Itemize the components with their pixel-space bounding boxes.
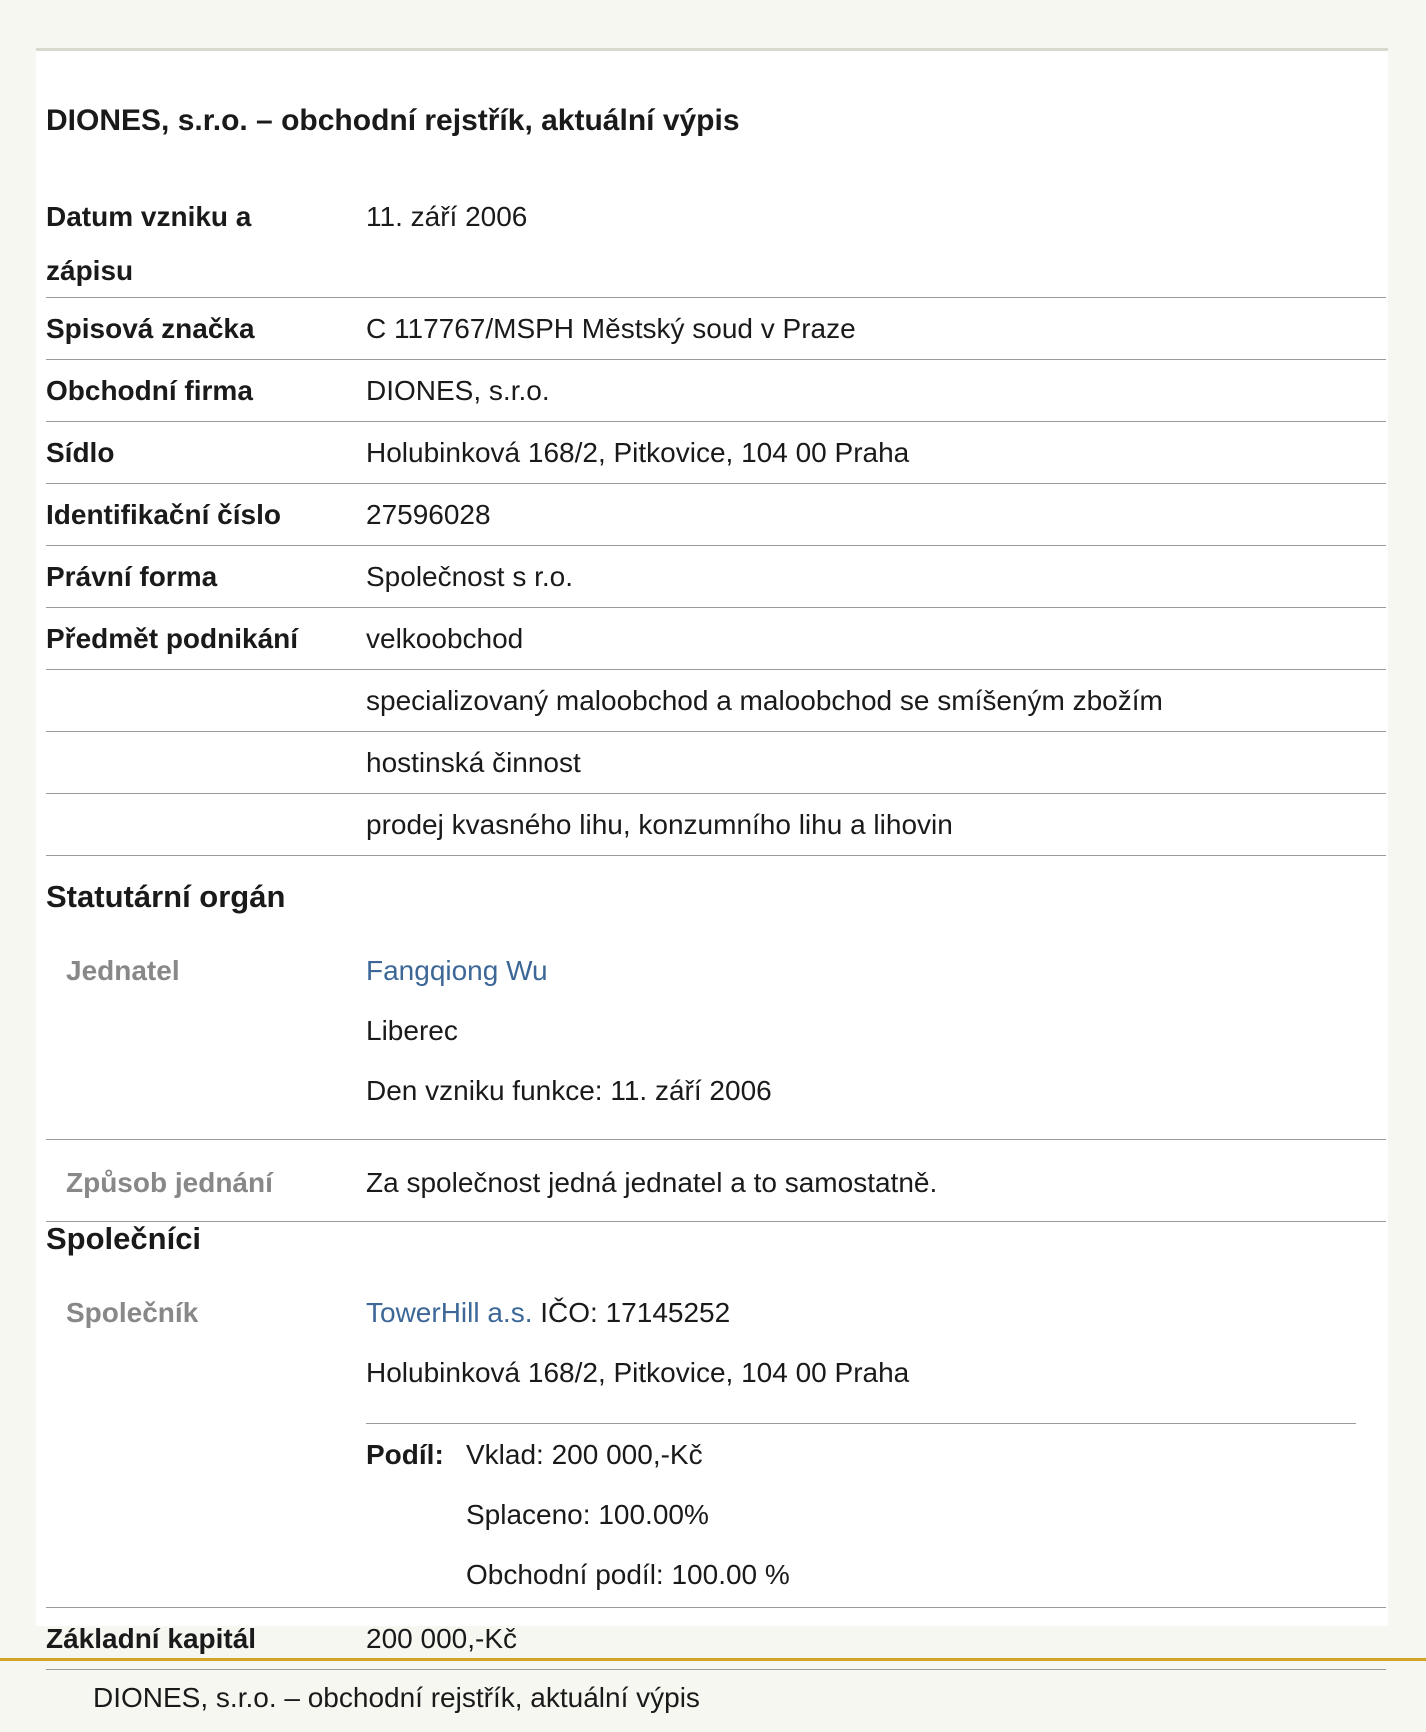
row-predmet-item xyxy=(46,795,1386,856)
row-predmet-item xyxy=(46,671,1386,732)
forma-value: Společnost s r.o. xyxy=(366,561,574,592)
zpusob-value: Za společnost jedná jednatel a to samostatně. xyxy=(366,1167,938,1198)
jednatel-name-link[interactable]: Fangqiong Wu xyxy=(366,955,548,986)
sidlo-label: Sídlo xyxy=(46,437,115,468)
row-predmet-item xyxy=(46,733,1386,794)
predmet-label: Předmět podnikání xyxy=(46,623,299,654)
row-spolecnik xyxy=(46,1283,1386,1608)
spolecnik-name-link[interactable]: TowerHill a.s. xyxy=(366,1297,533,1328)
section-spolecnici: Společníci xyxy=(46,1221,202,1256)
podil-obchodni: Obchodní podíl: 100.00 % xyxy=(466,1559,790,1590)
firma-label: Obchodní firma xyxy=(46,375,253,406)
jednatel-since: Den vzniku funkce: 11. září 2006 xyxy=(366,1075,772,1106)
predmet-item: velkoobchod xyxy=(366,623,524,654)
podil-label: Podíl: xyxy=(366,1439,444,1470)
row-obchodni-firma xyxy=(46,361,1386,422)
forma-label: Právní forma xyxy=(46,561,218,592)
footer-title: DIONES, s.r.o. – obchodní rejstřík, aktuální výpis xyxy=(93,1682,700,1713)
podil-divider xyxy=(366,1423,1356,1424)
spisova-label: Spisová značka xyxy=(46,313,255,344)
predmet-item: specializovaný maloobchod a maloobchod se smíšeným zbožím xyxy=(366,685,1163,716)
row-zpusob-jednani xyxy=(46,1141,1386,1222)
datum-label-line1: Datum vzniku a xyxy=(46,201,252,232)
kapital-label: Základní kapitál xyxy=(46,1623,257,1654)
page-title: DIONES, s.r.o. – obchodní rejstřík, aktuální výpis xyxy=(46,104,740,137)
kapital-value: 200 000,-Kč xyxy=(366,1623,517,1654)
row-identifikacni-cislo xyxy=(46,485,1386,546)
ico-value: 27596028 xyxy=(366,499,491,530)
zpusob-label: Způsob jednání xyxy=(66,1167,273,1198)
row-datum-vzniku xyxy=(46,187,1386,298)
row-sidlo xyxy=(46,423,1386,484)
predmet-item: prodej kvasného lihu, konzumního lihu a lihovin xyxy=(366,809,953,840)
register-panel xyxy=(36,48,1388,1654)
firma-value: DIONES, s.r.o. xyxy=(366,375,550,406)
row-predmet-podnikani xyxy=(46,609,1386,670)
footer-divider xyxy=(0,1658,1426,1661)
spolecnik-label: Společník xyxy=(66,1297,199,1328)
spolecnik-address: Holubinková 168/2, Pitkovice, 104 00 Praha xyxy=(366,1357,910,1388)
row-jednatel xyxy=(46,941,1386,1140)
podil-vklad: Vklad: 200 000,-Kč xyxy=(466,1439,703,1470)
sidlo-value: Holubinková 168/2, Pitkovice, 104 00 Praha xyxy=(366,437,910,468)
row-spisova-znacka xyxy=(46,299,1386,360)
podil-splaceno: Splaceno: 100.00% xyxy=(466,1499,709,1530)
spisova-value: C 117767/MSPH Městský soud v Praze xyxy=(366,313,856,344)
jednatel-city: Liberec xyxy=(366,1015,458,1046)
section-statutarni-organ: Statutární orgán xyxy=(46,879,286,914)
predmet-item: hostinská činnost xyxy=(366,747,581,778)
spolecnik-line xyxy=(366,1283,730,1343)
spolecnik-ico: IČO: 17145252 xyxy=(540,1297,731,1328)
ico-label: Identifikační číslo xyxy=(46,499,281,530)
datum-value: 11. září 2006 xyxy=(366,201,528,232)
row-pravni-forma xyxy=(46,547,1386,608)
jednatel-label: Jednatel xyxy=(66,955,180,986)
datum-label-line2: zápisu xyxy=(46,255,134,286)
